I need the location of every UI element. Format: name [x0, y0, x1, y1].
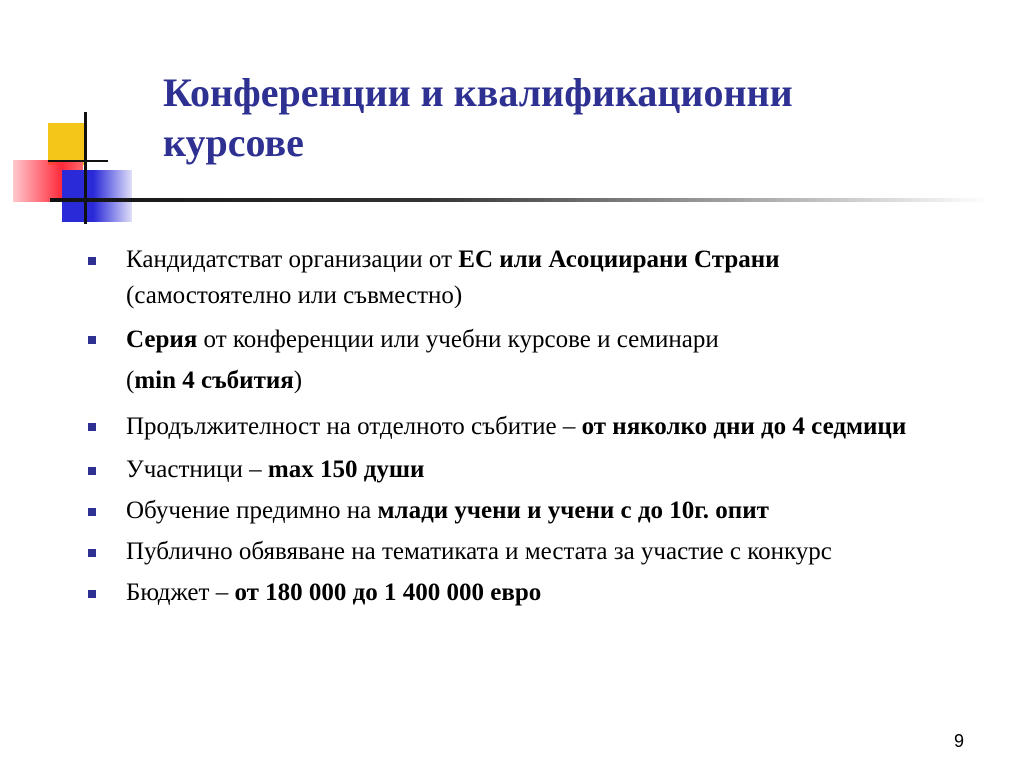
bullet-text-bold: от 180 000 до 1 400 000 евро	[234, 579, 542, 606]
bullet-text-bold: ЕС или Асоциирани Страни	[458, 246, 780, 273]
bullet-list	[84, 242, 984, 616]
bullet-text: от конференции или учебни курсове и семинари	[197, 326, 719, 353]
bullet-text: Продължителност на отделното събитие –	[126, 413, 582, 440]
bullet-item	[84, 319, 984, 401]
bullet-text-bold: min 4 събития	[134, 367, 294, 394]
logo-yellow-square	[48, 123, 86, 165]
bullet-text: Бюджет –	[126, 579, 235, 606]
square-bullet-icon	[88, 257, 96, 265]
bullet-item	[84, 493, 984, 529]
logo-vertical-line	[84, 112, 87, 224]
square-bullet-icon	[88, 508, 96, 516]
bullet-item	[84, 406, 984, 447]
page-number: 9	[953, 731, 964, 751]
slide-title	[163, 68, 963, 168]
slide-title-line2: курсове	[163, 120, 304, 165]
square-bullet-icon	[88, 590, 96, 598]
bullet-item	[84, 534, 984, 570]
title-divider	[50, 198, 990, 202]
bullet-text: Публично обявяване на тематиката и местата за участие с конкурс	[126, 538, 832, 565]
logo-horizontal-line	[48, 160, 108, 162]
bullet-text: )	[293, 367, 303, 394]
slide-title-line1: Конференции и квалификационни	[163, 70, 793, 115]
bullet-text: Участници –	[126, 456, 268, 483]
bullet-text-bold: Серия	[126, 326, 198, 353]
decorative-squares-icon	[0, 0, 160, 230]
bullet-text: Обучение предимно на	[126, 497, 378, 524]
logo-blue-square	[62, 170, 132, 222]
square-bullet-icon	[88, 467, 96, 475]
bullet-item	[84, 452, 984, 488]
bullet-text-bold: max 150 души	[267, 456, 425, 483]
bullet-text-bold: от няколко дни до 4 седмици	[581, 413, 907, 440]
bullet-text: (самостоятелно или съвместно)	[126, 282, 463, 309]
bullet-item	[84, 242, 984, 314]
square-bullet-icon	[88, 549, 96, 557]
bullet-text: (	[126, 367, 135, 394]
bullet-text: Кандидатстват организации от	[126, 246, 459, 273]
bullet-item	[84, 575, 984, 611]
square-bullet-icon	[88, 336, 96, 344]
square-bullet-icon	[88, 423, 96, 431]
bullet-text-bold: млади учени и учени с до 10г. опит	[377, 497, 769, 524]
